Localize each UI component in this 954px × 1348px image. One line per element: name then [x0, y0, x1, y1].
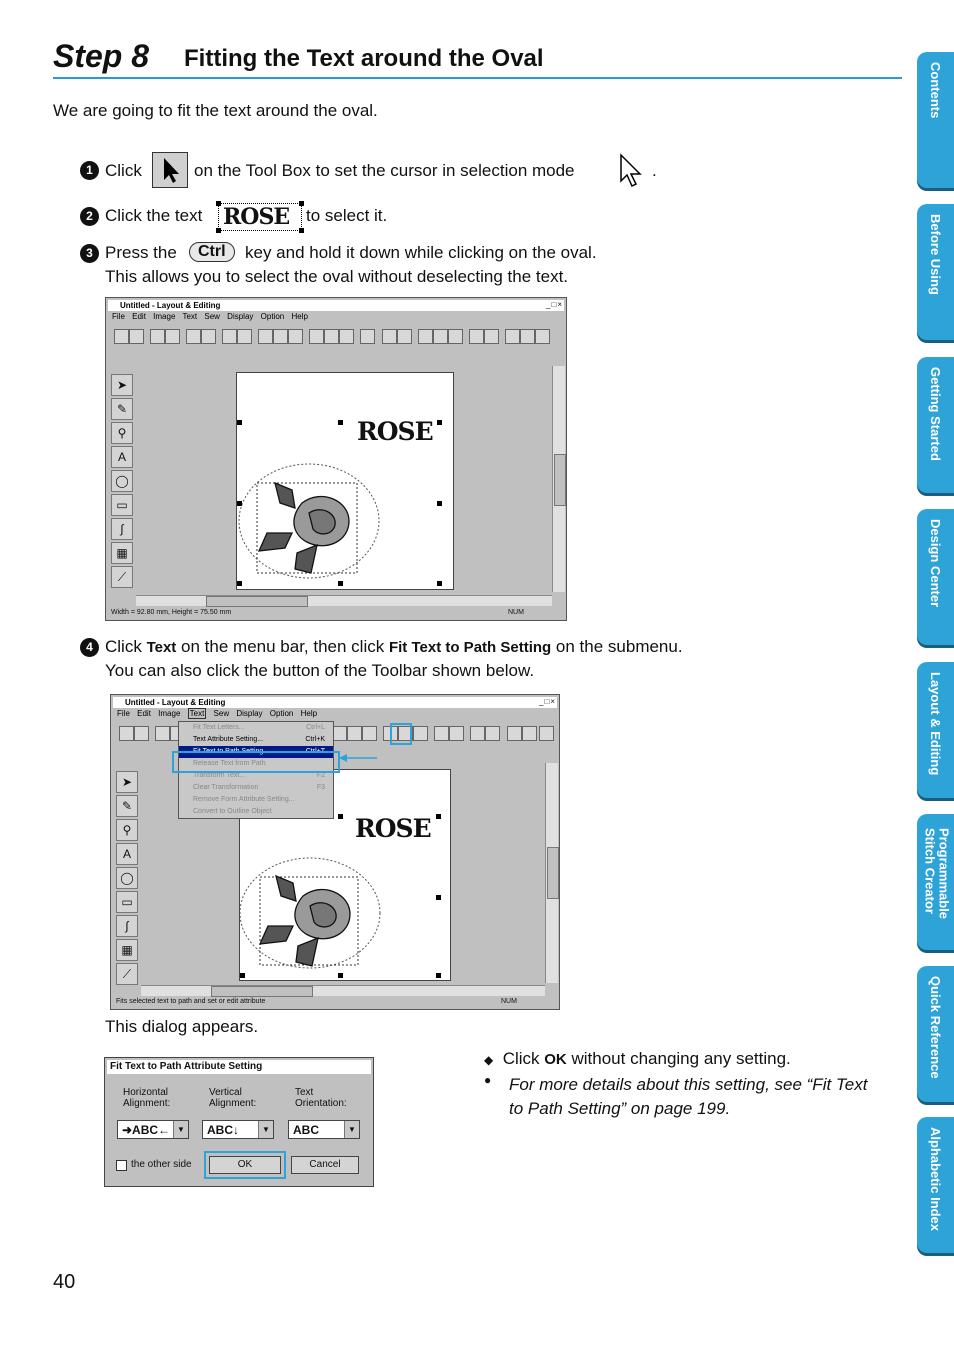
chevron-down-icon[interactable]: ▼ [173, 1121, 188, 1138]
tab-quick-reference[interactable]: Quick Reference [917, 966, 954, 1102]
submenu-item-clear-transformation[interactable]: Clear Transformation F3 [193, 784, 325, 791]
step-2-after: to select it. [306, 206, 388, 225]
menu-image[interactable]: Image [158, 709, 181, 718]
tab-alphabetic-index[interactable]: Alphabetic Index [917, 1117, 954, 1253]
stamp-tool-icon[interactable]: ▦ [111, 542, 133, 564]
point-edit-tool-icon[interactable]: ✎ [111, 398, 133, 420]
toolbox [115, 769, 139, 987]
header-rule [53, 77, 902, 79]
chevron-down-icon[interactable]: ▼ [344, 1121, 359, 1138]
screenshot-layout-editing-2 [110, 694, 560, 1010]
submenu-item-text-attribute-setting[interactable]: Text Attribute Setting... Ctrl+K [193, 736, 325, 743]
step-label: Step 8 [53, 38, 150, 74]
dialog-caption: This dialog appears. [105, 1017, 259, 1036]
dialog-title: Fit Text to Path Attribute Setting [107, 1060, 371, 1074]
step-3-after: key and hold it down while clicking on the oval. [245, 243, 597, 262]
window-controls: _□× [539, 697, 556, 706]
step-3-number: 3 [80, 244, 99, 263]
text-orientation-label: Text Orientation: [295, 1087, 347, 1109]
menu-option[interactable]: Option [260, 312, 285, 321]
pointer-arrow-icon [339, 753, 379, 763]
ok-button[interactable]: OK [209, 1156, 281, 1174]
fit-text-to-path-dialog [104, 1057, 374, 1187]
measure-tool-icon[interactable]: ⟋ [116, 963, 138, 985]
note-bullet-icon: ● [484, 1073, 492, 1087]
menu-image[interactable]: Image [153, 312, 176, 321]
step-4-line2: You can also click the button of the Toolbar shown below. [105, 661, 535, 680]
other-side-label: the other side [131, 1159, 192, 1170]
other-side-checkbox[interactable] [116, 1160, 127, 1171]
vertical-alignment-label: Vertical Alignment: [209, 1087, 257, 1109]
page-number: 40 [53, 1271, 76, 1293]
tab-layout-editing[interactable]: Layout & Editing [917, 662, 954, 798]
horizontal-scrollbar[interactable] [141, 985, 545, 996]
menu-name-text: Text [146, 639, 177, 656]
step-1-before: Click [105, 161, 142, 180]
menu-sew[interactable]: Sew [204, 312, 220, 321]
status-hint: Fits selected text to path and set or edit attribute [116, 998, 266, 1005]
point-edit-tool-icon[interactable]: ✎ [116, 795, 138, 817]
zoom-tool-icon[interactable]: ⚲ [116, 819, 138, 841]
text-tool-icon[interactable]: A [116, 843, 138, 865]
step-1-after: on the Tool Box to set the cursor in selection mode [194, 161, 575, 180]
toolbar [110, 329, 562, 345]
intro-text: We are going to fit the text around the oval. [53, 101, 378, 120]
menu-display[interactable]: Display [236, 709, 263, 718]
ctrl-key-badge: Ctrl [189, 242, 235, 262]
menu-text[interactable]: Text [189, 709, 205, 718]
submenu-item-remove-form-attribute[interactable]: Remove Form Attribute Setting... [193, 796, 295, 803]
rose-text-sample: ROSE [218, 203, 302, 231]
menu-sew[interactable]: Sew [213, 709, 230, 718]
menu-edit[interactable]: Edit [132, 312, 146, 321]
canvas-rose-text: ROSE [357, 417, 433, 446]
submenu-item-release-text-from-path[interactable]: Release Text from Path [193, 760, 266, 767]
menu-bar [117, 709, 317, 718]
chevron-down-icon[interactable]: ▼ [258, 1121, 273, 1138]
window-title: Untitled - Layout & Editing [108, 300, 564, 311]
zoom-tool-icon[interactable]: ⚲ [111, 422, 133, 444]
menu-edit[interactable]: Edit [137, 709, 151, 718]
vertical-alignment-select[interactable]: ABC↓ ▼ [202, 1120, 274, 1139]
curve-tool-icon[interactable]: ∫ [116, 915, 138, 937]
menu-display[interactable]: Display [227, 312, 254, 321]
vertical-scrollbar[interactable] [552, 366, 565, 592]
submenu-item-convert-to-outline[interactable]: Convert to Outline Object [193, 808, 272, 815]
select-tool-icon[interactable]: ➤ [111, 374, 133, 396]
note-reference: For more details about this setting, see “Fit Text to Path Setting” on page 199. [509, 1075, 868, 1118]
submenu-item-transform-text[interactable]: Transform Text... F2 [193, 772, 325, 779]
rectangle-tool-icon[interactable]: ▭ [111, 494, 133, 516]
fit-text-to-path-toolbar-button[interactable] [390, 723, 412, 745]
step-1-number: 1 [80, 161, 99, 180]
step-1-end: . [652, 161, 657, 180]
tab-contents[interactable]: Contents [917, 52, 954, 188]
measure-tool-icon[interactable]: ⟋ [111, 566, 133, 588]
select-tool-icon[interactable]: ➤ [116, 771, 138, 793]
submenu-item-fit-text-to-path-setting[interactable]: Fit Text to Path Setting... Ctrl+T [179, 746, 333, 758]
vertical-scrollbar[interactable] [545, 763, 558, 983]
submenu-item-fit-text-letters[interactable]: Fit Text Letters... Ctrl+L [193, 724, 325, 731]
menu-file[interactable]: File [117, 709, 130, 718]
toolbox [110, 372, 134, 590]
horizontal-alignment-select[interactable]: ➜ABC← ▼ [117, 1120, 189, 1139]
stamp-tool-icon[interactable]: ▦ [116, 939, 138, 961]
tab-design-center[interactable]: Design Center [917, 509, 954, 645]
cancel-button[interactable]: Cancel [291, 1156, 359, 1174]
step-2-number: 2 [80, 207, 99, 226]
diamond-bullet-icon: ◆ [484, 1053, 494, 1067]
window-title: Untitled - Layout & Editing [113, 697, 557, 708]
text-orientation-select[interactable]: ABC ▼ [288, 1120, 360, 1139]
status-dimensions: Width = 92.80 mm, Height = 75.50 mm [111, 609, 232, 616]
circle-tool-icon[interactable]: ◯ [111, 470, 133, 492]
step-2-before: Click the text [105, 206, 203, 225]
design-canvas[interactable] [236, 372, 454, 590]
note-click-ok: ◆ Click OK without changing any setting. [484, 1049, 791, 1068]
tab-before-using[interactable]: Before Using [917, 204, 954, 340]
step-4-number: 4 [80, 638, 99, 657]
step-4-text: Click Text on the menu bar, then click Fit Text to Path Setting on the submenu. [105, 637, 683, 656]
rectangle-tool-icon[interactable]: ▭ [116, 891, 138, 913]
submenu-highlight-frame [172, 751, 340, 773]
rose-oval-icon [237, 373, 453, 589]
menu-bar [112, 312, 308, 321]
text-tool-icon[interactable]: A [111, 446, 133, 468]
window-controls: _□× [546, 300, 563, 309]
page-title: Fitting the Text around the Oval [184, 45, 544, 72]
step-3-before: Press the [105, 243, 177, 262]
horizontal-alignment-label: Horizontal Alignment: [123, 1087, 171, 1109]
menu-file[interactable]: File [112, 312, 125, 321]
selection-cursor-icon [618, 153, 646, 189]
menu-text[interactable]: Text [182, 312, 198, 321]
menu-help[interactable]: Help [300, 709, 318, 718]
status-num: NUM [508, 609, 524, 616]
menu-option[interactable]: Option [269, 709, 294, 718]
screenshot-layout-editing-1 [105, 297, 567, 621]
circle-tool-icon[interactable]: ◯ [116, 867, 138, 889]
tab-getting-started[interactable]: Getting Started [917, 357, 954, 493]
step-3-line2: This allows you to select the oval without deselecting the text. [105, 267, 569, 286]
status-num: NUM [501, 998, 517, 1005]
canvas-rose-text: ROSE [355, 814, 431, 843]
submenu-name: Fit Text to Path Setting [388, 639, 552, 656]
select-tool-button-icon [152, 152, 188, 188]
tab-programmable-stitch-creator[interactable]: Programmable Stitch Creator [917, 814, 954, 950]
menu-help[interactable]: Help [291, 312, 308, 321]
status-bar [113, 996, 557, 1007]
curve-tool-icon[interactable]: ∫ [111, 518, 133, 540]
status-bar [108, 607, 564, 618]
horizontal-scrollbar[interactable] [136, 595, 552, 606]
